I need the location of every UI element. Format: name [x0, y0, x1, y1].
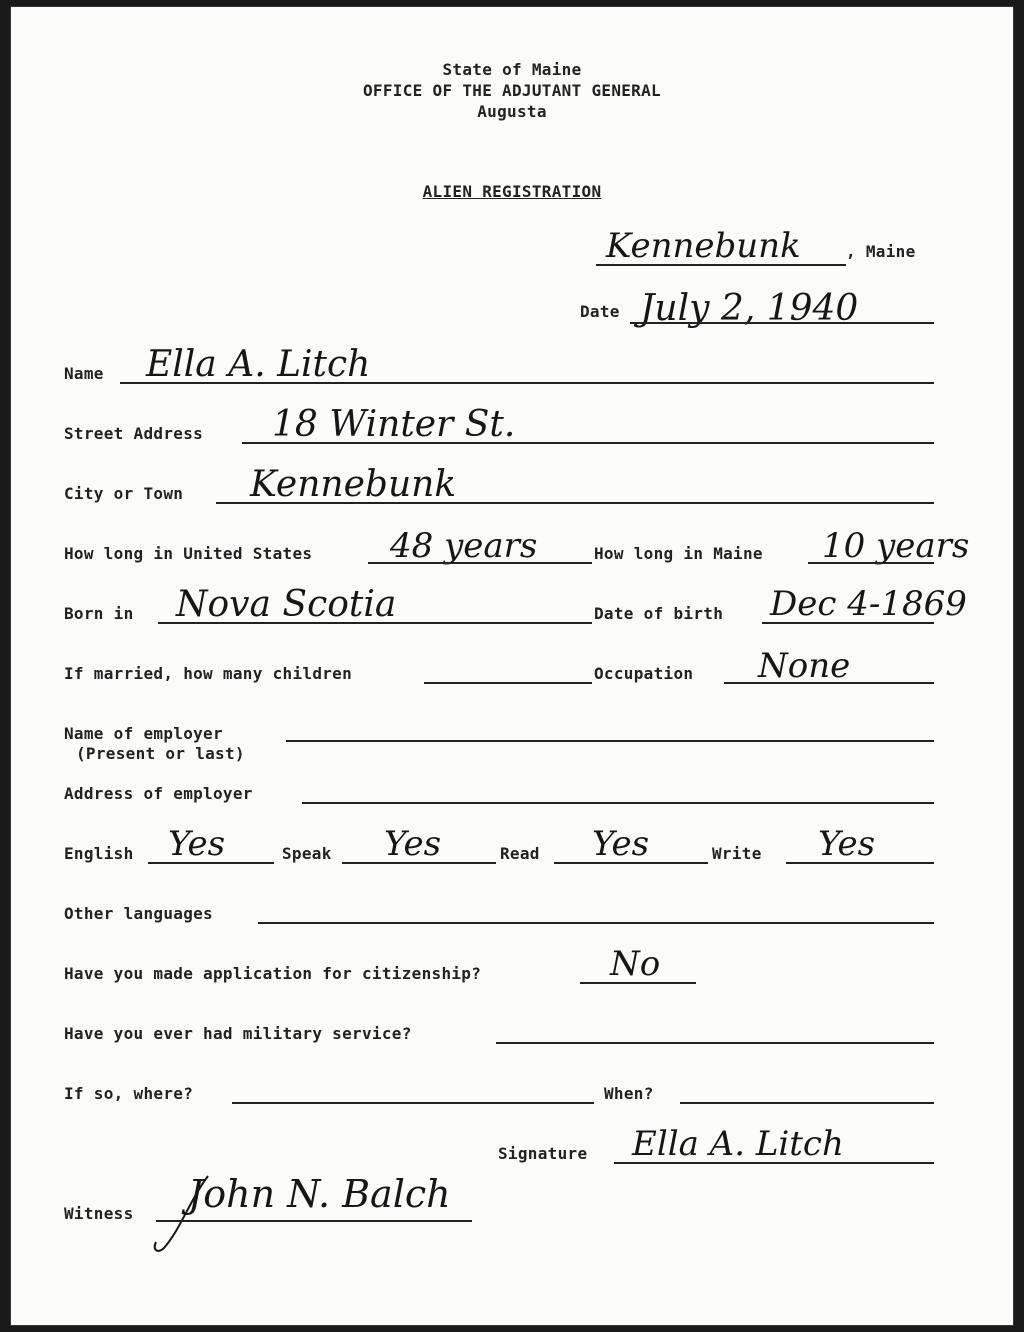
- header-office: OFFICE OF THE ADJUTANT GENERAL: [363, 81, 661, 100]
- city-value: Kennebunk: [250, 464, 457, 505]
- street-label: Street Address: [64, 424, 204, 443]
- witness-flourish: [150, 1170, 230, 1260]
- speak-value: Yes: [384, 824, 442, 864]
- employer-address-line: [302, 802, 934, 804]
- witness-line: [156, 1220, 472, 1222]
- born-label: Born in: [64, 604, 134, 623]
- street-value: 18 Winter St.: [272, 404, 516, 445]
- dob-line: [762, 622, 934, 624]
- citizenship-line: [580, 982, 696, 984]
- city-line: [216, 502, 934, 504]
- citizenship-value: No: [610, 944, 661, 984]
- name-value: Ella A. Litch: [146, 344, 371, 385]
- place-line: [596, 264, 846, 266]
- dob-value: Dec 4-1869: [770, 584, 967, 624]
- employer-line: [286, 740, 934, 742]
- english-value: Yes: [168, 824, 226, 864]
- speak-label: Speak: [282, 844, 332, 863]
- employer-address-label: Address of employer: [64, 784, 253, 803]
- us-time-value: 48 years: [390, 526, 538, 566]
- write-value: Yes: [818, 824, 876, 864]
- header-state: State of Maine: [442, 60, 582, 79]
- military-line: [496, 1042, 934, 1044]
- maine-time-value: 10 years: [822, 526, 970, 566]
- us-time-line: [368, 562, 592, 564]
- date-line: [630, 322, 934, 324]
- header-city: Augusta: [477, 102, 547, 121]
- employer-sublabel: (Present or last): [76, 744, 245, 763]
- where-line: [232, 1102, 594, 1104]
- name-line: [120, 382, 934, 384]
- witness-label: Witness: [64, 1204, 134, 1223]
- where-label: If so, where?: [64, 1084, 194, 1103]
- signature-line: [614, 1162, 934, 1164]
- write-line: [786, 862, 934, 864]
- children-label: If married, how many children: [64, 664, 353, 683]
- date-value: July 2, 1940: [640, 288, 859, 329]
- city-label: City or Town: [64, 484, 184, 503]
- dob-label: Date of birth: [594, 604, 724, 623]
- born-value: Nova Scotia: [176, 584, 397, 625]
- read-line: [554, 862, 708, 864]
- signature-label: Signature: [498, 1144, 588, 1163]
- military-label: Have you ever had military service?: [64, 1024, 412, 1043]
- registration-form: [10, 6, 1014, 1326]
- name-label: Name: [64, 364, 104, 383]
- write-label: Write: [712, 844, 762, 863]
- when-line: [680, 1102, 934, 1104]
- maine-time-label: How long in Maine: [594, 544, 763, 563]
- when-label: When?: [604, 1084, 654, 1103]
- other-languages-label: Other languages: [64, 904, 213, 923]
- signature-value: Ella A. Litch: [632, 1124, 844, 1164]
- english-label: English: [64, 844, 134, 863]
- read-label: Read: [500, 844, 540, 863]
- other-languages-line: [258, 922, 934, 924]
- us-time-label: How long in United States: [64, 544, 313, 563]
- form-title: ALIEN REGISTRATION: [422, 182, 602, 201]
- occupation-line: [724, 682, 934, 684]
- citizenship-label: Have you made application for citizenship?: [64, 964, 482, 983]
- speak-line: [342, 862, 496, 864]
- children-line: [424, 682, 592, 684]
- born-line: [158, 622, 592, 624]
- witness-value: John N. Balch: [188, 1172, 451, 1216]
- occupation-label: Occupation: [594, 664, 694, 683]
- english-line: [148, 862, 274, 864]
- place-suffix: , Maine: [846, 242, 916, 261]
- place-value: Kennebunk: [606, 226, 801, 266]
- employer-label: Name of employer: [64, 724, 223, 743]
- date-label: Date: [580, 302, 620, 321]
- read-value: Yes: [592, 824, 650, 864]
- occupation-value: None: [758, 646, 851, 686]
- maine-time-line: [808, 562, 934, 564]
- street-line: [242, 442, 934, 444]
